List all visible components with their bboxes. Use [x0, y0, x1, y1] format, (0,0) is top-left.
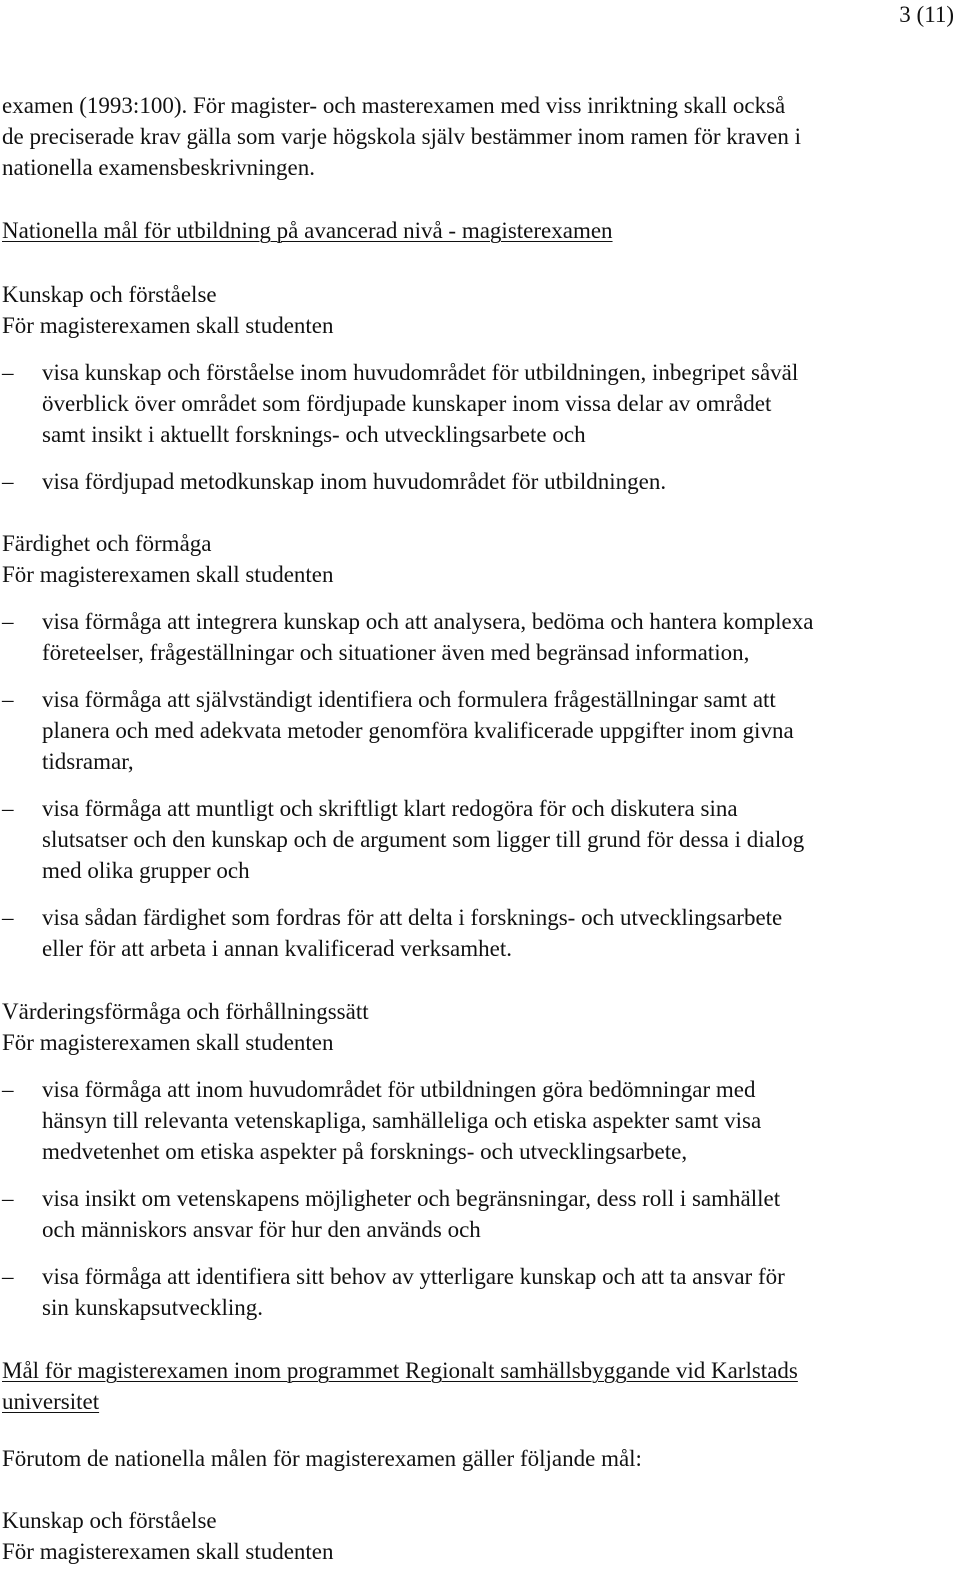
program-intro-text: Förutom de nationella målen för magisterexamen gäller följande mål: [2, 1446, 642, 1471]
dash-bullet-icon: – [2, 905, 14, 930]
section-skills [2, 528, 957, 590]
section-title: Färdighet och förmåga [2, 531, 212, 556]
list-item-line: visa förmåga att identifiera sitt behov av ytterligare kunskap och att ta ansvar för [42, 1264, 785, 1289]
section-title: Kunskap och förståelse [2, 282, 217, 307]
list-item-text [42, 1261, 785, 1323]
list-item-line: visa fördjupad metodkunskap inom huvudområdet för utbildningen. [42, 469, 667, 494]
list-item-line: visa förmåga att inom huvudområdet för utbildningen göra bedömningar med [42, 1077, 756, 1102]
dash-bullet-icon: – [2, 360, 14, 385]
dash-bullet-icon: – [2, 687, 14, 712]
list-item-line: överblick över området som fördjupade kunskaper inom vissa delar av området [42, 391, 772, 416]
list-item-text [42, 1183, 780, 1245]
section-title: Kunskap och förståelse [2, 1508, 217, 1533]
list-item-line: slutsatser och den kunskap och de argument som ligger till grund för dessa i dialog [42, 827, 805, 852]
list-item-line: samt insikt i aktuellt forsknings- och utvecklingsarbete och [42, 422, 586, 447]
intro-paragraph [2, 90, 957, 183]
dash-bullet-icon: – [2, 609, 14, 634]
list-item-text [42, 606, 813, 668]
list-item-text [42, 1074, 761, 1167]
dash-bullet-icon: – [2, 469, 14, 494]
section-values [2, 996, 957, 1058]
section-lead: För magisterexamen skall studenten [2, 1030, 334, 1055]
list-item-line: sin kunskapsutveckling. [42, 1295, 264, 1320]
national-goals-heading [2, 215, 957, 246]
program-goals-heading-line: Mål för magisterexamen inom programmet Regionalt samhällsbyggande vid Karlstads [2, 1358, 798, 1383]
list-item-text [42, 466, 666, 497]
section-knowledge [2, 279, 957, 341]
intro-line: nationella examensbeskrivningen. [2, 155, 315, 180]
list-item-line: visa kunskap och förståelse inom huvudområdet för utbildningen, inbegripet såväl [42, 360, 799, 385]
national-goals-heading-text: Nationella mål för utbildning på avancerad nivå - magisterexamen [2, 218, 613, 243]
list-item-line: visa insikt om vetenskapens möjligheter och begränsningar, dess roll i samhället [42, 1186, 781, 1211]
section-title: Värderingsförmåga och förhållningssätt [2, 999, 369, 1024]
section-lead: För magisterexamen skall studenten [2, 1539, 334, 1564]
list-item-line: visa förmåga att muntligt och skriftligt klart redogöra för och diskutera sina [42, 796, 738, 821]
list-item-line: hänsyn till relevanta vetenskapliga, samhälleliga och etiska aspekter samt visa [42, 1108, 762, 1133]
dash-bullet-icon: – [2, 1077, 14, 1102]
list-item-line: och människors ansvar för hur den används och [42, 1217, 481, 1242]
program-goals-heading [2, 1355, 957, 1417]
page-number: 3 (11) [899, 2, 954, 27]
list-item-line: med olika grupper och [42, 858, 250, 883]
section-program-knowledge [2, 1505, 957, 1567]
section-lead: För magisterexamen skall studenten [2, 562, 334, 587]
program-goals-heading-line: universitet [2, 1389, 100, 1414]
list-item-line: tidsramar, [42, 749, 134, 774]
section-lead: För magisterexamen skall studenten [2, 313, 334, 338]
list-item-line: visa förmåga att integrera kunskap och att analysera, bedöma och hantera komplexa [42, 609, 814, 634]
dash-bullet-icon: – [2, 796, 14, 821]
list-item-line: planera och med adekvata metoder genomföra kvalificerade uppgifter inom givna [42, 718, 794, 743]
dash-bullet-icon: – [2, 1186, 14, 1211]
list-item-line: företeelser, frågeställningar och situationer även med begränsad information, [42, 640, 750, 665]
list-item-text [42, 684, 794, 777]
list-item-text [42, 902, 782, 964]
intro-line: examen (1993:100). För magister- och masterexamen med viss inriktning skall också [2, 93, 786, 118]
list-item-line: visa sådan färdighet som fordras för att delta i forsknings- och utvecklingsarbete [42, 905, 783, 930]
list-item-text [42, 357, 798, 450]
list-item-text [42, 793, 804, 886]
list-item-line: medvetenhet om etiska aspekter på forsknings- och utvecklingsarbete, [42, 1139, 688, 1164]
dash-bullet-icon: – [2, 1264, 14, 1289]
list-item-line: visa förmåga att självständigt identifiera och formulera frågeställningar samt att [42, 687, 776, 712]
list-item-line: eller för att arbeta i annan kvalificerad verksamhet. [42, 936, 512, 961]
program-intro [2, 1443, 957, 1474]
intro-line: de preciserade krav gälla som varje högskola själv bestämmer inom ramen för kraven i [2, 124, 801, 149]
